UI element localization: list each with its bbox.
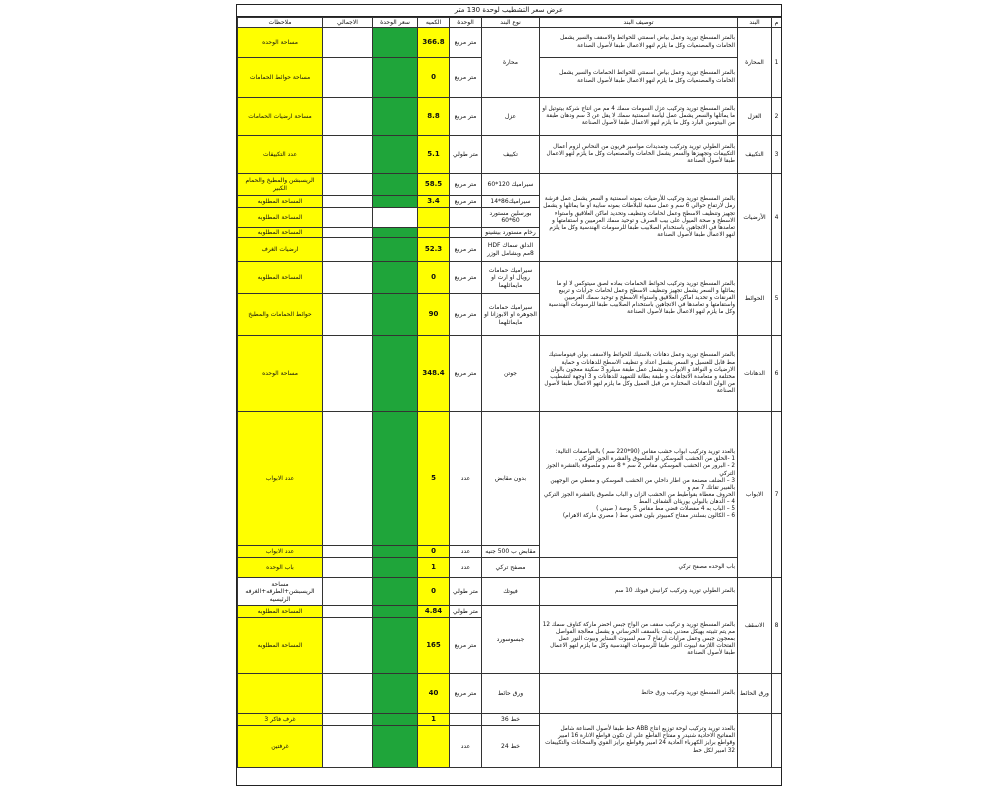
- row-price-cell[interactable]: [373, 412, 418, 546]
- row-unit: متر مربع: [450, 238, 482, 262]
- row-price-cell[interactable]: [373, 336, 418, 412]
- row-note: مساحة ارضيات الحمامات: [238, 98, 323, 136]
- row-price-cell[interactable]: [373, 98, 418, 136]
- row-total-cell: [323, 578, 373, 606]
- row-item: ورق الحائط: [738, 674, 772, 714]
- row-price-cell[interactable]: [373, 238, 418, 262]
- row-qty: 1: [418, 558, 450, 578]
- table-row: [238, 606, 782, 618]
- row-desc: بالمتر المسطح توريد وعمل بياض اسمنتي للحوائط الحمامات والسير يشمل الخامات والمصنعيات وكل ما يلزم لنهو الاعمال طبقا لأصول الصناعة: [540, 58, 738, 98]
- row-total-cell: [323, 294, 373, 336]
- row-type: سيراميك حمامات رويال او ارت او مايماثلهما: [482, 262, 540, 294]
- sheet-title: عرض سعر التشطيب لوحدة 130 متر: [237, 5, 781, 17]
- row-price-cell[interactable]: [373, 58, 418, 98]
- row-note: مساحة حوائط الحمامات: [238, 58, 323, 98]
- row-unit: متر طولي: [450, 578, 482, 606]
- row-total-cell: [323, 207, 373, 227]
- row-unit: متر طولي: [450, 136, 482, 174]
- row-note: عدد الابواب: [238, 546, 323, 558]
- row-type: ورق حائط: [482, 674, 540, 714]
- table-row: [238, 98, 782, 136]
- row-qty: 0: [418, 58, 450, 98]
- table-row: [238, 412, 782, 546]
- row-price-cell[interactable]: [373, 294, 418, 336]
- row-desc: بالعدد توريد وتركيب ابواب خشب مقاس (90*220 سم ) بالمواصفات التالية: 1 -الحلق من الخشب الموسكي او الملصوق والقشرة الجوز التركي . 2 - البرور من الخشب الموسكي مقاس 2 سم * 8 سم و ملصوقة بالقشرة الجوز التركي 3 – الضلف مصنعة من اطار داخلي من الخشب الموسكي و مغطي من الوجهين بالفيبر تقاتك 7 مم و الحروف مغطاة بقواطيط من الخشب الزان و الباب ملصوق بالقشرة الجوز التركي 4 – الدهان بالبولي يوريثان الشفاف المط 5 – الباب به 4 مفصلات فضي مط مقاس 5 بوصة ( صيني ) 6 – الكالون بسلندر مفتاح كمبيوتر بلون فضي مط ( مصري ماركة الاهرام): [540, 412, 738, 558]
- header-row: [238, 18, 782, 28]
- row-unit: [450, 227, 482, 238]
- table-row: [238, 578, 782, 606]
- header-item: البند: [738, 18, 772, 28]
- row-price-cell[interactable]: [373, 227, 418, 238]
- row-unit: عدد: [450, 558, 482, 578]
- row-item: الأرضيات: [738, 174, 772, 262]
- row-total-cell: [323, 336, 373, 412]
- row-price-cell[interactable]: [373, 725, 418, 767]
- row-item: [738, 714, 772, 768]
- row-qty: 90: [418, 294, 450, 336]
- table-row: [238, 714, 782, 726]
- row-item: الحوائط: [738, 262, 772, 336]
- header-type: نوع البند: [482, 18, 540, 28]
- row-type: تكييف: [482, 136, 540, 174]
- row-desc: بالمتر المسطح توريد وتركيب ورق حائط: [540, 674, 738, 714]
- row-price-cell[interactable]: [373, 714, 418, 726]
- row-total-cell: [323, 262, 373, 294]
- header-price: سعر الوحدة: [373, 18, 418, 28]
- row-qty: 5.1: [418, 136, 450, 174]
- row-unit: متر مربع: [450, 618, 482, 674]
- row-note: المساحة المطلوبه: [238, 262, 323, 294]
- price-table: [237, 17, 782, 768]
- row-price-cell[interactable]: [373, 618, 418, 674]
- row-note: المساحة المطلوبه: [238, 196, 323, 208]
- row-total-cell: [323, 412, 373, 546]
- row-desc: بالمتر المسطح توريد و تركيب سقف من الواح جبس اخضر ماركة كناوف سمك 12 مم يتم تثبيته بهيكل معدني يثبت بالسقف الخرساني و يشمل معالجة الفواصل بمعجون جبس وعمل مرايات ارتفاع 7 سم لسبوت الستاير وبيوت النور عمل الفتحات اللازمة لبيوت النور طبقا للرسومات الهندسية وكل ما يلزم لنهو الاعمال طبقا لأصول الصناعة: [540, 606, 738, 674]
- row-desc: بالمتر المسطح توريد وعمل دهانات بلاستيك للحوائط والاسقف بولن فينوماستيك مط قابل للغسيل و السعر يشمل اعداد و تنظيف الاسطح للدهانات و حماية الارضيات و النوافذ و الابواب و يشمل عمل طبقة سيلرو 3 سكينة معجون بالوان مختلفة و متعامدة الاتجاهات و طبقة بطانة للتمهيد للدهانات و 3 اوجهة لتشطيب من الوان الدهانات المختارة من قبل العميل وكل ما يلزم لنهو الاعمال طبقا لأصول الصناعة: [540, 336, 738, 412]
- row-note: [238, 674, 323, 714]
- row-note: المساحة المطلوبه: [238, 207, 323, 227]
- header-total: الاجمالي: [323, 18, 373, 28]
- row-type: جبسوسورد: [482, 606, 540, 674]
- row-desc: بالمتر المسطح توريد وتركيب للأرضيات بمونه اسمنتية و السعر يشمل عمل فرشة رمل لارتفاع حوالي 6 سم و عمل سقية للبلاطات بمونه سايبة او ما يماثلها و يشمل تجهيز وتنظيف الاسطح وعمل لحامات وتنظيف وتحديد اماكن العلاقيق واستواء الاسطح و صحة الميول على بيب الصرف و توحيد سمك العرميين و استقامتها و تعامدها في الاتجاهين باستخدام الصلابيب طبقا للرسومات الهندسية وكل ما يلزم لنهو الاعمال طبقا لأصول الصناعة: [540, 174, 738, 262]
- row-desc: بالمتر المسطح توريد وتركيب عزل السومات سمك 4 مم من انتاج شركة بيتوتيل او ما يماثلها والسعر يشمل عمل لياسة اسمنتية سمك لا يقل عن 3 سم ودهان طبقة من البيتومين البارد وكل ما يلزم لنهو الاعمال طبقا لأصول الصناعة: [540, 98, 738, 136]
- row-num: [772, 714, 782, 768]
- row-note: غرف فاكر 3: [238, 714, 323, 726]
- row-total-cell: [323, 674, 373, 714]
- row-note: الريسبشن والمطبخ والحمام الكبير: [238, 174, 323, 196]
- header-qty: الكميه: [418, 18, 450, 28]
- row-qty: 0: [418, 578, 450, 606]
- row-type: عزل: [482, 98, 540, 136]
- row-note: مساحة الريسبشن+الطرقه+الغرفه الرئيسيه: [238, 578, 323, 606]
- row-price-cell[interactable]: [373, 136, 418, 174]
- row-unit: عدد: [450, 546, 482, 558]
- row-qty: 0: [418, 546, 450, 558]
- row-qty: 4.84: [418, 606, 450, 618]
- row-type: رخام مستورد بيشينو: [482, 227, 540, 238]
- table-row: [238, 136, 782, 174]
- row-note: حوائط الحمامات والمطبخ: [238, 294, 323, 336]
- row-unit: متر مربع: [450, 336, 482, 412]
- row-num: 4: [772, 174, 782, 262]
- row-num: 3: [772, 136, 782, 174]
- row-unit: عدد: [450, 412, 482, 546]
- table-row: [238, 558, 782, 578]
- row-item: العزل: [738, 98, 772, 136]
- row-unit: متر طولي: [450, 606, 482, 618]
- row-desc: بالمتر الطولي توريد وتركيب وتمديدات مواسير فريون من النحاس لزوم أعمال التكييفات وتجهيزها والسعر يشمل الخامات والمصنعيات وكل ما يلزم لنهو الاعمال طبقا لأصول الصناعة: [540, 136, 738, 174]
- row-qty: 52.3: [418, 238, 450, 262]
- row-unit: متر مربع: [450, 174, 482, 196]
- row-unit: متر مربع: [450, 28, 482, 58]
- row-total-cell: [323, 714, 373, 726]
- row-qty: 366.8: [418, 28, 450, 58]
- row-desc: باب الوحده مصفح تركي: [540, 558, 738, 578]
- row-num: 6: [772, 336, 782, 412]
- row-total-cell: [323, 546, 373, 558]
- row-total-cell: [323, 725, 373, 767]
- row-price-cell[interactable]: [373, 674, 418, 714]
- row-item: المحارة: [738, 28, 772, 98]
- row-total-cell: [323, 558, 373, 578]
- header-num: م: [772, 18, 782, 28]
- row-total-cell: [323, 196, 373, 208]
- row-type: بورسلين مستورد 60*60: [482, 207, 540, 227]
- row-note: مساحة الوحده: [238, 336, 323, 412]
- row-total-cell: [323, 174, 373, 196]
- row-total-cell: [323, 606, 373, 618]
- row-type: فيوتك: [482, 578, 540, 606]
- row-desc: بالمتر الطولي توريد وتركيب كرانيش فيوتك 10 سم: [540, 578, 738, 606]
- row-qty: 40: [418, 674, 450, 714]
- row-total-cell: [323, 58, 373, 98]
- row-desc: بالمتر المسطح توريد وعمل بياض اسمنتي للحوائط والاسقف والسير يشمل الخامات والمصنعيات وكل ما يلزم لنهو الاعمال طبقا لأصول الصناعة: [540, 28, 738, 58]
- row-type: الدلق سماك HDF 8مم وبشامل الوزر: [482, 238, 540, 262]
- row-type: محارة: [482, 28, 540, 98]
- row-unit: [450, 714, 482, 726]
- row-unit: متر مربع: [450, 262, 482, 294]
- row-note: باب الوحده: [238, 558, 323, 578]
- row-num: 1: [772, 28, 782, 98]
- row-desc: بالمتر المسطح توريد وتركيب لحوائط الحمامات بماده لصق سيتوكس لا او ما يماثلها و السعر يشمل تجهيز وتنظيف الاسطح وعمل لحامات جرابات و تربيع الفرنقات و تحديد اماكن العلاقيق واستواء الاسطح و توحيد سمك العرميين واستقامتها و تعامدها في الاتجاهين باستخدام الصلابيب طبقا للرسومات الهندسية وكل ما يلزم لنهو الاعمال طبقا لأصول الصناعة: [540, 262, 738, 336]
- row-unit: متر مربع: [450, 674, 482, 714]
- row-total-cell: [323, 618, 373, 674]
- row-total-cell: [323, 28, 373, 58]
- price-sheet: [236, 4, 782, 786]
- row-qty: [418, 227, 450, 238]
- row-note: ارضيات الغرف: [238, 238, 323, 262]
- row-price-cell[interactable]: [373, 558, 418, 578]
- row-price-cell[interactable]: [373, 262, 418, 294]
- row-type: بدون مقابض: [482, 412, 540, 546]
- table-row: [238, 262, 782, 294]
- row-qty: 348.4: [418, 336, 450, 412]
- table-row: [238, 674, 782, 714]
- row-type: سيراميك86*14: [482, 196, 540, 208]
- row-note: المساحة المطلوبه: [238, 227, 323, 238]
- row-note: المساحة المطلوبه: [238, 618, 323, 674]
- row-num: 5: [772, 262, 782, 336]
- row-type: خط 24: [482, 725, 540, 767]
- row-qty: [418, 725, 450, 767]
- row-qty: 5: [418, 412, 450, 546]
- row-price-cell[interactable]: [373, 28, 418, 58]
- row-desc: بالعدد توريد وتركيب لوحة توزيع انتاج ABB خط طبقا لأصول الصناعة شامل المفاتيح الاحادية شنيدر و مفتاح القاطع علي ان تكون قواطع الانارة 16 امبير وقواطع برايز الكهرباء العادية 24 امبير وقواطع برايز القوي والسخانات والتكييفات 32 امبير لكل خط: [540, 714, 738, 768]
- header-desc: توصيف البند: [540, 18, 738, 28]
- row-qty: 3.4: [418, 196, 450, 208]
- row-price-cell[interactable]: [373, 546, 418, 558]
- row-unit: متر مربع: [450, 58, 482, 98]
- row-qty: 1: [418, 714, 450, 726]
- table-row: [238, 336, 782, 412]
- row-type: سيراميك حمامات الجوهره او الابوزانا او مايماثلهما: [482, 294, 540, 336]
- row-price-cell[interactable]: [373, 578, 418, 606]
- row-price-cell[interactable]: [373, 174, 418, 196]
- row-num: 8: [772, 578, 782, 674]
- row-total-cell: [323, 136, 373, 174]
- row-qty: [418, 207, 450, 227]
- header-unit: الوحدة: [450, 18, 482, 28]
- row-item: الابواب: [738, 412, 772, 578]
- row-type: جوتن: [482, 336, 540, 412]
- row-note: غرفتين: [238, 725, 323, 767]
- row-type: خط 36: [482, 714, 540, 726]
- row-price-cell[interactable]: [373, 207, 418, 227]
- row-qty: 0: [418, 262, 450, 294]
- row-unit: [450, 207, 482, 227]
- row-type: مقابض ب 500 جنيه: [482, 546, 540, 558]
- row-note: عدد التكييفات: [238, 136, 323, 174]
- row-type: سيراميك 120*60: [482, 174, 540, 196]
- row-price-cell[interactable]: [373, 196, 418, 208]
- row-qty: 165: [418, 618, 450, 674]
- table-row: [238, 28, 782, 58]
- row-item: الاسقف: [738, 578, 772, 674]
- row-total-cell: [323, 227, 373, 238]
- row-note: عدد الابواب: [238, 412, 323, 546]
- row-unit: متر مربع: [450, 196, 482, 208]
- row-note: المساحة المطلوبه: [238, 606, 323, 618]
- row-item: الدهانات: [738, 336, 772, 412]
- row-note: مساحة الوحده: [238, 28, 323, 58]
- row-unit: متر مربع: [450, 98, 482, 136]
- row-total-cell: [323, 98, 373, 136]
- row-num: 2: [772, 98, 782, 136]
- row-unit: عدد: [450, 725, 482, 767]
- row-unit: متر مربع: [450, 294, 482, 336]
- row-num: [772, 674, 782, 714]
- row-total-cell: [323, 238, 373, 262]
- table-row: [238, 174, 782, 196]
- row-qty: 8.8: [418, 98, 450, 136]
- row-price-cell[interactable]: [373, 606, 418, 618]
- row-item: التكييف: [738, 136, 772, 174]
- row-type: مصفح تركي: [482, 558, 540, 578]
- row-qty: 58.5: [418, 174, 450, 196]
- header-notes: ملاحظات: [238, 18, 323, 28]
- row-num: 7: [772, 412, 782, 578]
